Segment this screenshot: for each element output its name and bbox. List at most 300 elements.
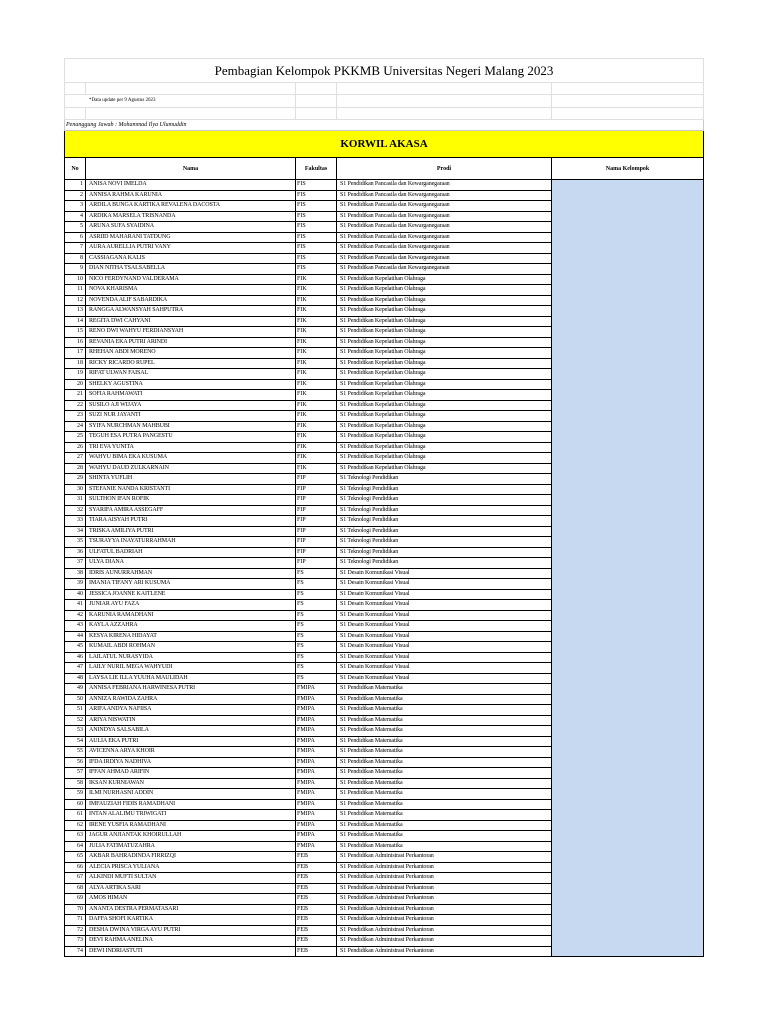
student-name[interactable]: NICO FERDYNAND VALDERAMA xyxy=(86,274,296,285)
student-name[interactable]: IDRIS AUNURRAHMAN xyxy=(86,568,296,579)
row-number[interactable]: 42 xyxy=(65,610,86,621)
row-number[interactable]: 28 xyxy=(65,463,86,474)
row-number[interactable]: 15 xyxy=(65,327,86,338)
student-name[interactable]: SHELKY AGUSTINA xyxy=(86,379,296,390)
student-name[interactable]: ANNISA RAHMA KARUNIA xyxy=(86,190,296,201)
study-program[interactable]: S1 Pendidikan Pancasila dan Kewarganegaraan xyxy=(337,253,552,264)
study-program[interactable]: S1 Pendidikan Pancasila dan Kewarganegaraan xyxy=(337,180,552,191)
student-name[interactable]: INTAN ALALIMU TRIWIGATI xyxy=(86,810,296,821)
row-number[interactable]: 33 xyxy=(65,516,86,527)
row-number[interactable]: 13 xyxy=(65,306,86,317)
faculty[interactable]: FIK xyxy=(296,400,337,411)
faculty[interactable]: FEB xyxy=(296,883,337,894)
student-name[interactable]: IFFAN AHMAD ARIFIN xyxy=(86,768,296,779)
student-name[interactable]: SYIFA NURCHMAN MAHBUBI xyxy=(86,421,296,432)
student-name[interactable]: KUMAIL ABDI ROHMAN xyxy=(86,642,296,653)
faculty[interactable]: FIP xyxy=(296,484,337,495)
student-name[interactable]: ANNIZA RAWIDA ZAHRA xyxy=(86,694,296,705)
faculty[interactable]: FIP xyxy=(296,516,337,527)
faculty[interactable]: FIK xyxy=(296,306,337,317)
row-number[interactable]: 49 xyxy=(65,684,86,695)
student-name[interactable]: RIFAT ULWAN FAISAL xyxy=(86,369,296,380)
study-program[interactable]: S1 Desain Komunikasi Visual xyxy=(337,579,552,590)
row-number[interactable]: 62 xyxy=(65,820,86,831)
row-number[interactable]: 36 xyxy=(65,547,86,558)
faculty[interactable]: FMIPA xyxy=(296,799,337,810)
row-number[interactable]: 45 xyxy=(65,642,86,653)
faculty[interactable]: FIS xyxy=(296,232,337,243)
study-program[interactable]: S1 Pendidikan Kepelatihan Olahraga xyxy=(337,348,552,359)
row-number[interactable]: 40 xyxy=(65,589,86,600)
row-number[interactable]: 43 xyxy=(65,621,86,632)
row-number[interactable]: 34 xyxy=(65,526,86,537)
study-program[interactable]: S1 Pendidikan Administrasi Perkantoran xyxy=(337,925,552,936)
row-number[interactable]: 63 xyxy=(65,831,86,842)
study-program[interactable]: S1 Teknologi Pendidikan xyxy=(337,484,552,495)
study-program[interactable]: S1 Pendidikan Matematika xyxy=(337,810,552,821)
student-name[interactable]: JUNIAR AYU FAZA xyxy=(86,600,296,611)
row-number[interactable]: 69 xyxy=(65,894,86,905)
row-number[interactable]: 58 xyxy=(65,778,86,789)
study-program[interactable]: S1 Pendidikan Matematika xyxy=(337,747,552,758)
faculty[interactable]: FIK xyxy=(296,379,337,390)
faculty[interactable]: FMIPA xyxy=(296,747,337,758)
faculty[interactable]: FMIPA xyxy=(296,705,337,716)
row-number[interactable]: 6 xyxy=(65,232,86,243)
row-number[interactable]: 11 xyxy=(65,285,86,296)
study-program[interactable]: S1 Pendidikan Kepelatihan Olahraga xyxy=(337,337,552,348)
row-number[interactable]: 48 xyxy=(65,673,86,684)
study-program[interactable]: S1 Pendidikan Kepelatihan Olahraga xyxy=(337,358,552,369)
faculty[interactable]: FS xyxy=(296,610,337,621)
row-number[interactable]: 44 xyxy=(65,631,86,642)
row-number[interactable]: 66 xyxy=(65,862,86,873)
faculty[interactable]: FIK xyxy=(296,411,337,422)
col-header-prodi[interactable]: Prodi xyxy=(337,158,552,180)
study-program[interactable]: S1 Pendidikan Matematika xyxy=(337,841,552,852)
student-name[interactable]: ANNISA FEBRIANA HARWINESA PUTRI xyxy=(86,684,296,695)
faculty[interactable]: FEB xyxy=(296,894,337,905)
student-name[interactable]: TRI EVA YUNITA xyxy=(86,442,296,453)
faculty[interactable]: FS xyxy=(296,673,337,684)
study-program[interactable]: S1 Pendidikan Kepelatihan Olahraga xyxy=(337,316,552,327)
study-program[interactable]: S1 Pendidikan Pancasila dan Kewarganegaraan xyxy=(337,264,552,275)
study-program[interactable]: S1 Pendidikan Matematika xyxy=(337,778,552,789)
student-name[interactable]: ANANTA DESTRA PERMATASARI xyxy=(86,904,296,915)
faculty[interactable]: FMIPA xyxy=(296,820,337,831)
faculty[interactable]: FIK xyxy=(296,453,337,464)
faculty[interactable]: FIK xyxy=(296,285,337,296)
faculty[interactable]: FMIPA xyxy=(296,841,337,852)
student-name[interactable]: RHEHAN ABDI MORENO xyxy=(86,348,296,359)
faculty[interactable]: FS xyxy=(296,642,337,653)
row-number[interactable]: 73 xyxy=(65,936,86,947)
student-name[interactable]: ASRIID MAHARANI TATDUNG xyxy=(86,232,296,243)
study-program[interactable]: S1 Pendidikan Kepelatihan Olahraga xyxy=(337,390,552,401)
faculty[interactable]: FIP xyxy=(296,505,337,516)
row-number[interactable]: 4 xyxy=(65,211,86,222)
study-program[interactable]: S1 Pendidikan Administrasi Perkantoran xyxy=(337,936,552,947)
study-program[interactable]: S1 Pendidikan Administrasi Perkantoran xyxy=(337,883,552,894)
study-program[interactable]: S1 Pendidikan Kepelatihan Olahraga xyxy=(337,295,552,306)
student-name[interactable]: IFDA IRDIYA NADHIVA xyxy=(86,757,296,768)
faculty[interactable]: FIS xyxy=(296,243,337,254)
row-number[interactable]: 21 xyxy=(65,390,86,401)
study-program[interactable]: S1 Pendidikan Matematika xyxy=(337,736,552,747)
faculty[interactable]: FIK xyxy=(296,348,337,359)
student-name[interactable]: ARDILA BUNGA KARTIKA REVALENA DACOSTA xyxy=(86,201,296,212)
row-number[interactable]: 56 xyxy=(65,757,86,768)
study-program[interactable]: S1 Pendidikan Administrasi Perkantoran xyxy=(337,946,552,957)
row-number[interactable]: 9 xyxy=(65,264,86,275)
row-number[interactable]: 3 xyxy=(65,201,86,212)
faculty[interactable]: FIP xyxy=(296,558,337,569)
faculty[interactable]: FIS xyxy=(296,253,337,264)
student-name[interactable]: IMFAUZIAH FIDIS RAMADHANI xyxy=(86,799,296,810)
study-program[interactable]: S1 Pendidikan Kepelatihan Olahraga xyxy=(337,421,552,432)
study-program[interactable]: S1 Pendidikan Administrasi Perkantoran xyxy=(337,894,552,905)
student-name[interactable]: KAYLA AZZAHRA xyxy=(86,621,296,632)
faculty[interactable]: FS xyxy=(296,589,337,600)
row-number[interactable]: 32 xyxy=(65,505,86,516)
faculty[interactable]: FIK xyxy=(296,327,337,338)
study-program[interactable]: S1 Pendidikan Kepelatihan Olahraga xyxy=(337,285,552,296)
student-name[interactable]: KESYA KIRENA HIDAYAT xyxy=(86,631,296,642)
row-number[interactable]: 57 xyxy=(65,768,86,779)
student-name[interactable]: AURA AURELLIA PUTRI VANY xyxy=(86,243,296,254)
study-program[interactable]: S1 Desain Komunikasi Visual xyxy=(337,621,552,632)
student-name[interactable]: ARDIKA MARSELA TRISNANDA xyxy=(86,211,296,222)
study-program[interactable]: S1 Pendidikan Pancasila dan Kewarganegaraan xyxy=(337,201,552,212)
faculty[interactable]: FEB xyxy=(296,852,337,863)
faculty[interactable]: FS xyxy=(296,568,337,579)
row-number[interactable]: 70 xyxy=(65,904,86,915)
study-program[interactable]: S1 Pendidikan Pancasila dan Kewarganegaraan xyxy=(337,243,552,254)
student-name[interactable]: WAHYU DAUD ZULKARNAIN xyxy=(86,463,296,474)
faculty[interactable]: FMIPA xyxy=(296,694,337,705)
faculty[interactable]: FIK xyxy=(296,432,337,443)
study-program[interactable]: S1 Teknologi Pendidikan xyxy=(337,474,552,485)
student-name[interactable]: ILMI NURHASNI ADDIN xyxy=(86,789,296,800)
row-number[interactable]: 53 xyxy=(65,726,86,737)
student-name[interactable]: AVICENNA ARYA KHOIR xyxy=(86,747,296,758)
row-number[interactable]: 72 xyxy=(65,925,86,936)
faculty[interactable]: FMIPA xyxy=(296,736,337,747)
faculty[interactable]: FMIPA xyxy=(296,831,337,842)
row-number[interactable]: 26 xyxy=(65,442,86,453)
row-number[interactable]: 68 xyxy=(65,883,86,894)
faculty[interactable]: FIK xyxy=(296,369,337,380)
faculty[interactable]: FMIPA xyxy=(296,810,337,821)
study-program[interactable]: S1 Pendidikan Matematika xyxy=(337,831,552,842)
faculty[interactable]: FIK xyxy=(296,316,337,327)
row-number[interactable]: 61 xyxy=(65,810,86,821)
student-name[interactable]: TSURAYYA INAYATURRAHMAH xyxy=(86,537,296,548)
faculty[interactable]: FEB xyxy=(296,925,337,936)
student-name[interactable]: ALYA ARTIKA SARI xyxy=(86,883,296,894)
study-program[interactable]: S1 Pendidikan Matematika xyxy=(337,715,552,726)
study-program[interactable]: S1 Desain Komunikasi Visual xyxy=(337,631,552,642)
study-program[interactable]: S1 Teknologi Pendidikan xyxy=(337,547,552,558)
student-name[interactable]: CASSIAGANA KALIS xyxy=(86,253,296,264)
student-name[interactable]: JESSICA JOANNE KAITLENE xyxy=(86,589,296,600)
study-program[interactable]: S1 Teknologi Pendidikan xyxy=(337,537,552,548)
faculty[interactable]: FIS xyxy=(296,264,337,275)
study-program[interactable]: S1 Pendidikan Kepelatihan Olahraga xyxy=(337,400,552,411)
table-row[interactable] xyxy=(65,180,704,191)
study-program[interactable]: S1 Pendidikan Kepelatihan Olahraga xyxy=(337,442,552,453)
faculty[interactable]: FIP xyxy=(296,526,337,537)
study-program[interactable]: S1 Pendidikan Pancasila dan Kewarganegaraan xyxy=(337,211,552,222)
study-program[interactable]: S1 Desain Komunikasi Visual xyxy=(337,673,552,684)
study-program[interactable]: S1 Pendidikan Matematika xyxy=(337,768,552,779)
row-number[interactable]: 7 xyxy=(65,243,86,254)
study-program[interactable]: S1 Pendidikan Kepelatihan Olahraga xyxy=(337,411,552,422)
faculty[interactable]: FMIPA xyxy=(296,715,337,726)
row-number[interactable]: 54 xyxy=(65,736,86,747)
study-program[interactable]: S1 Pendidikan Administrasi Perkantoran xyxy=(337,862,552,873)
student-name[interactable]: AULIA EKA PUTRI xyxy=(86,736,296,747)
study-program[interactable]: S1 Pendidikan Kepelatihan Olahraga xyxy=(337,463,552,474)
row-number[interactable]: 12 xyxy=(65,295,86,306)
student-name[interactable]: NOVA KHARISMA xyxy=(86,285,296,296)
study-program[interactable]: S1 Pendidikan Kepelatihan Olahraga xyxy=(337,327,552,338)
faculty[interactable]: FIK xyxy=(296,390,337,401)
row-number[interactable]: 25 xyxy=(65,432,86,443)
row-number[interactable]: 39 xyxy=(65,579,86,590)
faculty[interactable]: FEB xyxy=(296,915,337,926)
student-name[interactable]: LAYSA LIE ILLA YUUHA MAULIDAH xyxy=(86,673,296,684)
student-name[interactable]: SOFIA RAHMAWATI xyxy=(86,390,296,401)
student-name[interactable]: SUZI NUR JAYANTI xyxy=(86,411,296,422)
row-number[interactable]: 60 xyxy=(65,799,86,810)
row-number[interactable]: 16 xyxy=(65,337,86,348)
student-name[interactable]: KARUNIA RAMADHANI xyxy=(86,610,296,621)
student-name[interactable]: TRISKA AMILIYA PUTRI xyxy=(86,526,296,537)
study-program[interactable]: S1 Desain Komunikasi Visual xyxy=(337,642,552,653)
faculty[interactable]: FMIPA xyxy=(296,726,337,737)
study-program[interactable]: S1 Pendidikan Kepelatihan Olahraga xyxy=(337,432,552,443)
faculty[interactable]: FMIPA xyxy=(296,778,337,789)
study-program[interactable]: S1 Pendidikan Matematika xyxy=(337,789,552,800)
student-name[interactable]: LAILATUL NURASYIDA xyxy=(86,652,296,663)
row-number[interactable]: 8 xyxy=(65,253,86,264)
row-number[interactable]: 22 xyxy=(65,400,86,411)
student-name[interactable]: RICKY RICARDO RUPEL xyxy=(86,358,296,369)
student-name[interactable]: RENO DWI WAHYU FERDIANSYAH xyxy=(86,327,296,338)
row-number[interactable]: 2 xyxy=(65,190,86,201)
faculty[interactable]: FIS xyxy=(296,201,337,212)
faculty[interactable]: FS xyxy=(296,600,337,611)
student-name[interactable]: REGITA DWI CAHYANI xyxy=(86,316,296,327)
row-number[interactable]: 5 xyxy=(65,222,86,233)
faculty[interactable]: FIP xyxy=(296,495,337,506)
row-number[interactable]: 51 xyxy=(65,705,86,716)
student-name[interactable]: NOVENDA ALIF SABARDIKA xyxy=(86,295,296,306)
study-program[interactable]: S1 Desain Komunikasi Visual xyxy=(337,663,552,674)
faculty[interactable]: FIS xyxy=(296,222,337,233)
study-program[interactable]: S1 Pendidikan Pancasila dan Kewarganegaraan xyxy=(337,222,552,233)
faculty[interactable]: FEB xyxy=(296,946,337,957)
faculty[interactable]: FIK xyxy=(296,295,337,306)
student-name[interactable]: RANGGA ALWANSYAH SAHPUTRA xyxy=(86,306,296,317)
study-program[interactable]: S1 Desain Komunikasi Visual xyxy=(337,652,552,663)
student-name[interactable]: ANINDYA SALSABILA xyxy=(86,726,296,737)
row-number[interactable]: 29 xyxy=(65,474,86,485)
student-name[interactable]: AKBAR BAHRADINDA FIRRIZQI xyxy=(86,852,296,863)
student-name[interactable]: ANISA NOVI IMELDA xyxy=(86,180,296,191)
faculty[interactable]: FIP xyxy=(296,474,337,485)
student-name[interactable]: SYARIFA AMIRA ASSEGAFF xyxy=(86,505,296,516)
study-program[interactable]: S1 Teknologi Pendidikan xyxy=(337,516,552,527)
study-program[interactable]: S1 Pendidikan Administrasi Perkantoran xyxy=(337,873,552,884)
student-name[interactable]: STEFANIE NANDA KRISTANTI xyxy=(86,484,296,495)
row-number[interactable]: 19 xyxy=(65,369,86,380)
study-program[interactable]: S1 Pendidikan Matematika xyxy=(337,726,552,737)
study-program[interactable]: S1 Pendidikan Matematika xyxy=(337,694,552,705)
study-program[interactable]: S1 Teknologi Pendidikan xyxy=(337,505,552,516)
study-program[interactable]: S1 Pendidikan Kepelatihan Olahraga xyxy=(337,369,552,380)
study-program[interactable]: S1 Desain Komunikasi Visual xyxy=(337,600,552,611)
row-number[interactable]: 71 xyxy=(65,915,86,926)
study-program[interactable]: S1 Pendidikan Matematika xyxy=(337,799,552,810)
faculty[interactable]: FMIPA xyxy=(296,789,337,800)
row-number[interactable]: 52 xyxy=(65,715,86,726)
row-number[interactable]: 46 xyxy=(65,652,86,663)
row-number[interactable]: 1 xyxy=(65,180,86,191)
study-program[interactable]: S1 Teknologi Pendidikan xyxy=(337,495,552,506)
study-program[interactable]: S1 Teknologi Pendidikan xyxy=(337,558,552,569)
kelompok-cell[interactable] xyxy=(552,180,704,957)
faculty[interactable]: FIP xyxy=(296,537,337,548)
student-name[interactable]: REVANIA EKA PUTRI ARINDI xyxy=(86,337,296,348)
col-header-no[interactable]: No xyxy=(65,158,86,180)
study-program[interactable]: S1 Pendidikan Kepelatihan Olahraga xyxy=(337,453,552,464)
faculty[interactable]: FS xyxy=(296,579,337,590)
faculty[interactable]: FS xyxy=(296,621,337,632)
student-name[interactable]: ALKINDI MUFTI SULTAN xyxy=(86,873,296,884)
student-name[interactable]: ULFATUL BADRIAH xyxy=(86,547,296,558)
faculty[interactable]: FIS xyxy=(296,211,337,222)
student-name[interactable]: IRENE YUSFIA RAMADHANI xyxy=(86,820,296,831)
col-header-fakultas[interactable]: Fakultas xyxy=(296,158,337,180)
row-number[interactable]: 65 xyxy=(65,852,86,863)
row-number[interactable]: 20 xyxy=(65,379,86,390)
study-program[interactable]: S1 Pendidikan Kepelatihan Olahraga xyxy=(337,379,552,390)
study-program[interactable]: S1 Pendidikan Administrasi Perkantoran xyxy=(337,915,552,926)
student-name[interactable]: IKSAN KURNIAWAN xyxy=(86,778,296,789)
student-name[interactable]: DESHA DWINA VIRGA AYU PUTRI xyxy=(86,925,296,936)
student-name[interactable]: SHINTA YUFLIH xyxy=(86,474,296,485)
faculty[interactable]: FIK xyxy=(296,421,337,432)
study-program[interactable]: S1 Pendidikan Kepelatihan Olahraga xyxy=(337,274,552,285)
row-number[interactable]: 14 xyxy=(65,316,86,327)
row-number[interactable]: 64 xyxy=(65,841,86,852)
student-name[interactable]: ARIFA ANDYA NAFIISA xyxy=(86,705,296,716)
student-name[interactable]: JULIA FATIMATUZAHRA xyxy=(86,841,296,852)
student-name[interactable]: DAFFA SHOFI KARTIKA xyxy=(86,915,296,926)
faculty[interactable]: FEB xyxy=(296,873,337,884)
student-name[interactable]: LAILY NURIL MEGA WAHYUDI xyxy=(86,663,296,674)
row-number[interactable]: 30 xyxy=(65,484,86,495)
faculty[interactable]: FIS xyxy=(296,190,337,201)
row-number[interactable]: 41 xyxy=(65,600,86,611)
student-name[interactable]: DEVI RAHMA ANELINA xyxy=(86,936,296,947)
row-number[interactable]: 74 xyxy=(65,946,86,957)
row-number[interactable]: 35 xyxy=(65,537,86,548)
faculty[interactable]: FS xyxy=(296,663,337,674)
study-program[interactable]: S1 Pendidikan Matematika xyxy=(337,705,552,716)
study-program[interactable]: S1 Pendidikan Matematika xyxy=(337,684,552,695)
study-program[interactable]: S1 Pendidikan Matematika xyxy=(337,820,552,831)
faculty[interactable]: FMIPA xyxy=(296,768,337,779)
faculty[interactable]: FS xyxy=(296,631,337,642)
student-name[interactable]: JAGUR ANJIANTAK KHOIRULLAH xyxy=(86,831,296,842)
student-name[interactable]: SUSILO AJI WIJAYA xyxy=(86,400,296,411)
row-number[interactable]: 17 xyxy=(65,348,86,359)
faculty[interactable]: FIK xyxy=(296,274,337,285)
student-name[interactable]: DIAN NITHA TSALSABELLA xyxy=(86,264,296,275)
faculty[interactable]: FIK xyxy=(296,358,337,369)
faculty[interactable]: FEB xyxy=(296,862,337,873)
faculty[interactable]: FEB xyxy=(296,936,337,947)
study-program[interactable]: S1 Pendidikan Pancasila dan Kewarganegaraan xyxy=(337,190,552,201)
student-name[interactable]: ARUNA SUFA SYAIDINA xyxy=(86,222,296,233)
row-number[interactable]: 67 xyxy=(65,873,86,884)
row-number[interactable]: 31 xyxy=(65,495,86,506)
row-number[interactable]: 27 xyxy=(65,453,86,464)
student-name[interactable]: SULTHON IFAN ROFIK xyxy=(86,495,296,506)
row-number[interactable]: 23 xyxy=(65,411,86,422)
row-number[interactable]: 10 xyxy=(65,274,86,285)
student-name[interactable]: TIARA AISYAH PUTRI xyxy=(86,516,296,527)
row-number[interactable]: 24 xyxy=(65,421,86,432)
faculty[interactable]: FIK xyxy=(296,463,337,474)
faculty[interactable]: FIS xyxy=(296,180,337,191)
study-program[interactable]: S1 Pendidikan Administrasi Perkantoran xyxy=(337,904,552,915)
study-program[interactable]: S1 Desain Komunikasi Visual xyxy=(337,610,552,621)
col-header-nama[interactable]: Nama xyxy=(86,158,296,180)
student-name[interactable]: ARIYA NISWATIN xyxy=(86,715,296,726)
faculty[interactable]: FIK xyxy=(296,442,337,453)
row-number[interactable]: 50 xyxy=(65,694,86,705)
study-program[interactable]: S1 Pendidikan Pancasila dan Kewarganegaraan xyxy=(337,232,552,243)
student-name[interactable]: TEGUH ESA PUTRA PANGESTU xyxy=(86,432,296,443)
faculty[interactable]: FIK xyxy=(296,337,337,348)
faculty[interactable]: FIP xyxy=(296,547,337,558)
row-number[interactable]: 18 xyxy=(65,358,86,369)
row-number[interactable]: 38 xyxy=(65,568,86,579)
row-number[interactable]: 37 xyxy=(65,558,86,569)
student-name[interactable]: DEWI INDRIASTUTI xyxy=(86,946,296,957)
faculty[interactable]: FS xyxy=(296,652,337,663)
row-number[interactable]: 55 xyxy=(65,747,86,758)
study-program[interactable]: S1 Pendidikan Matematika xyxy=(337,757,552,768)
student-name[interactable]: ALECIA PRISCA YULIANA xyxy=(86,862,296,873)
student-name[interactable]: AMOS HIMAN xyxy=(86,894,296,905)
study-program[interactable]: S1 Desain Komunikasi Visual xyxy=(337,568,552,579)
student-name[interactable]: WAHYU BIMA EKA KUSUMA xyxy=(86,453,296,464)
study-program[interactable]: S1 Desain Komunikasi Visual xyxy=(337,589,552,600)
student-name[interactable]: ULYA DIANA xyxy=(86,558,296,569)
study-program[interactable]: S1 Pendidikan Administrasi Perkantoran xyxy=(337,852,552,863)
study-program[interactable]: S1 Teknologi Pendidikan xyxy=(337,526,552,537)
faculty[interactable]: FMIPA xyxy=(296,757,337,768)
row-number[interactable]: 47 xyxy=(65,663,86,674)
row-number[interactable]: 59 xyxy=(65,789,86,800)
study-program[interactable]: S1 Pendidikan Kepelatihan Olahraga xyxy=(337,306,552,317)
faculty[interactable]: FMIPA xyxy=(296,684,337,695)
